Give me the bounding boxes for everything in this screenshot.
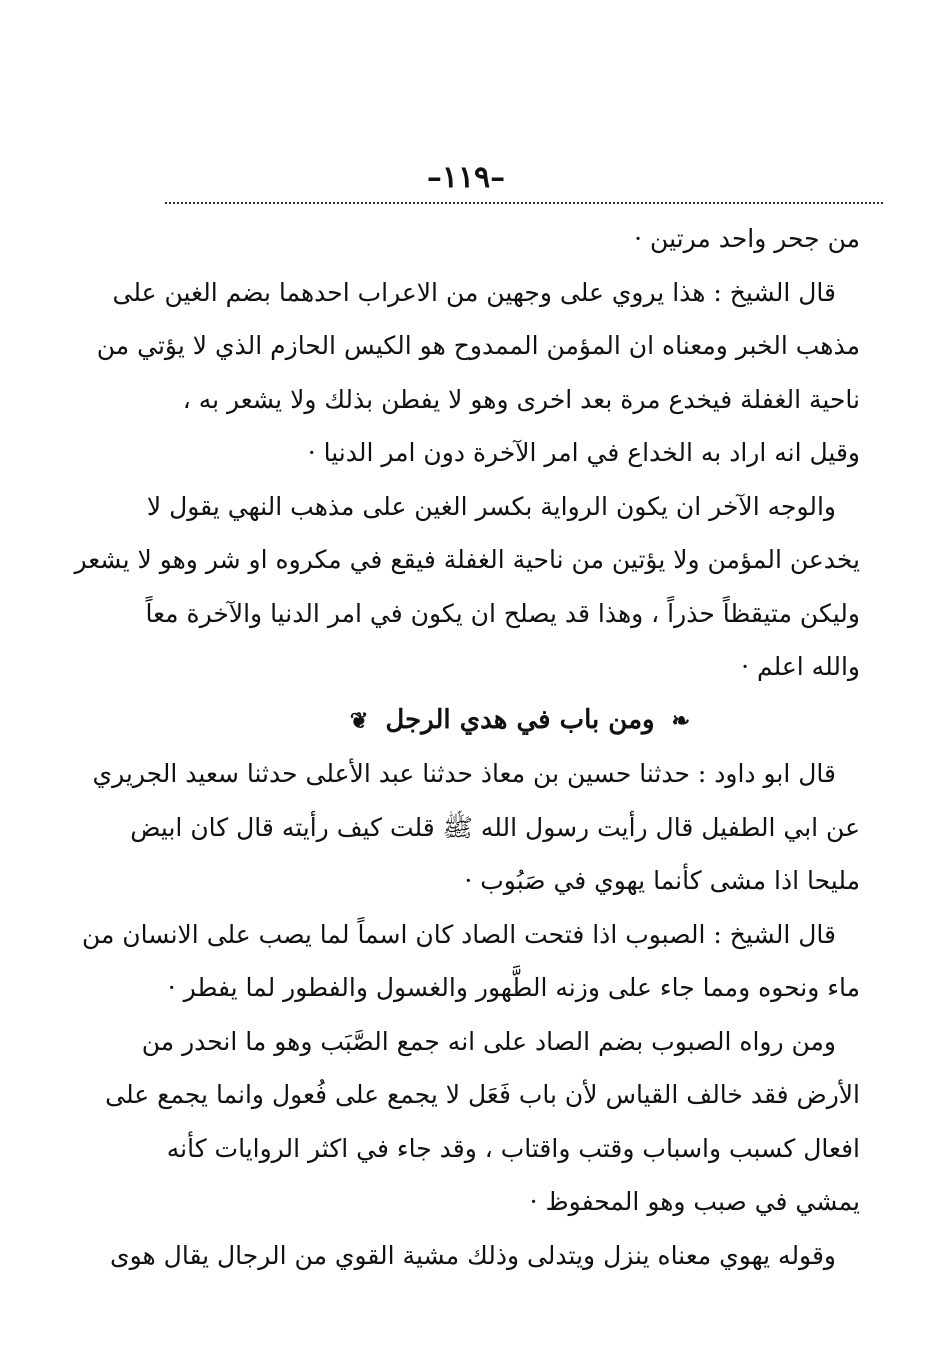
- ornament-left-icon: ❦: [349, 707, 369, 734]
- text-line: قال الشيخ : هذا يروي على وجهين من الاعراب احدهما بضم الغين على: [112, 277, 836, 307]
- text-line: يخدعن المؤمن ولا يؤتين من ناحية الغفلة فيقع في مكروه او شر وهو لا يشعر: [74, 545, 860, 574]
- text-line: مذهب الخبر ومعناه ان المؤمن الممدوح هو الكيس الحازم الذي لا يؤتي من: [96, 331, 860, 360]
- text-line: الأرض فقد خالف القياس لأن باب فَعَل لا يجمع على فُعول وانما يجمع على: [105, 1080, 860, 1109]
- text-line: من جحر واحد مرتين ·: [634, 224, 860, 253]
- section-heading: [180, 694, 860, 748]
- text-body: [74, 212, 860, 1282]
- text-line: ومن رواه الصبوب بضم الصاد على انه جمع الصَّبَب وهو ما انحدر من: [141, 1026, 836, 1056]
- text-line: والوجه الآخر ان يكون الرواية بكسر الغين على مذهب النهي يقول لا: [146, 491, 836, 521]
- text-line: والله اعلم ·: [741, 652, 860, 681]
- text-line: يمشي في صبب وهو المحفوظ ·: [529, 1187, 860, 1216]
- text-line: ماء ونحوه ومما جاء على وزنه الطَّهور والغسول والفطور لما يفطر ·: [167, 973, 860, 1002]
- text-line: قال ابو داود : حدثنا حسين بن معاذ حدثنا عبد الأعلى حدثنا سعيد الجريري: [92, 759, 836, 788]
- text-line: وقوله يهوي معناه ينزل ويتدلى وذلك مشية القوي من الرجال يقال هوى: [110, 1240, 836, 1270]
- text-line: افعال كسبب واسباب وقتب واقتاب ، وقد جاء في اكثر الروايات كأنه: [166, 1133, 860, 1163]
- section-heading-text: ومن باب في هدي الرجل: [385, 704, 655, 735]
- text-line: ناحية الغفلة فيخدع مرة بعد اخرى وهو لا يفطن بذلك ولا يشعر به ،: [182, 384, 860, 414]
- text-line: عن ابي الطفيل قال رأيت رسول الله ﷺ قلت كيف رأيته قال كان ابيض: [130, 812, 860, 842]
- text-line: قال الشيخ : الصبوب اذا فتحت الصاد كان اسماً لما يصب على الانسان من: [81, 919, 836, 949]
- header-divider: [165, 202, 883, 204]
- page-number: –١١٩–: [426, 160, 506, 195]
- text-line: مليحا اذا مشى كأنما يهوي في صَبُوب ·: [464, 866, 860, 895]
- text-line: وليكن متيقظاً حذراً ، وهذا قد يصلح ان يكون في امر الدنيا والآخرة معاً: [145, 598, 860, 628]
- text-line: وقيل انه اراد به الخداع في امر الآخرة دون امر الدنيا ·: [307, 438, 860, 467]
- ornament-right-icon: ❧: [671, 707, 691, 734]
